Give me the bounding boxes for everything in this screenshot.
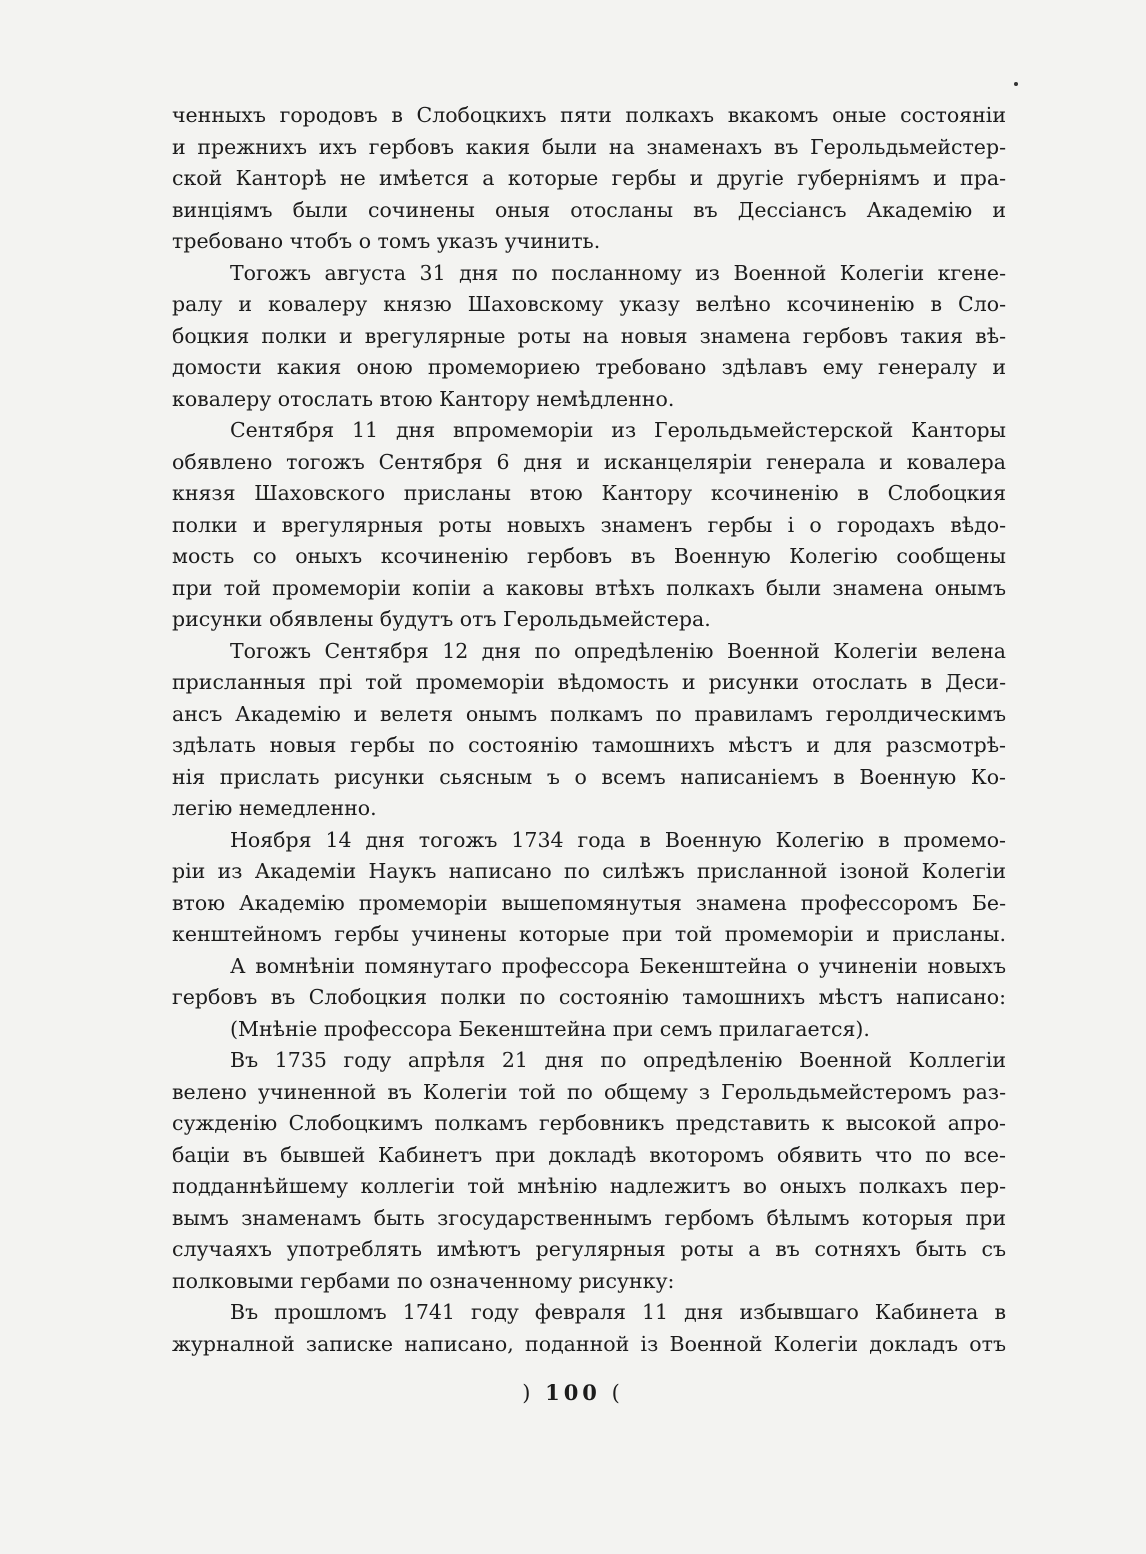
text-line: полки и врегулярныя роты новыхъ знаменъ гербы i о городахъ вѣдо-	[172, 512, 1006, 537]
text-line: Тогожъ августа 31 дня по посланному из Военной Колегiи кгене-	[230, 260, 1006, 285]
text-line: рiи из Академiи Наукъ написано по силѣжъ присланной iзоной Колегiи	[172, 859, 1006, 883]
text-line: легiю немедленно.	[172, 796, 377, 820]
text-line: журналной записке написано, поданной iз Военной Колегiи докладъ отъ	[172, 1331, 1006, 1356]
page-number-value: 100	[545, 1380, 601, 1405]
text-line: А вомнѣнiи помянутаго профессора Бекенштейна о учиненiи новыхъ	[230, 953, 1006, 978]
text-line: вымъ знаменамъ быть згосударственнымъ гербомъ бѣлымъ которыя при	[172, 1205, 1006, 1230]
text-line: обявлено тогожъ Сентября 6 дня и исканцелярiи генерала и ковалера	[172, 449, 1006, 474]
page-number-left-bracket: )	[522, 1381, 535, 1405]
text-line: и прежнихъ ихъ гербовъ какия были на знаменахъ въ Герольдьмейстер-	[172, 134, 1006, 159]
text-line: гербовъ въ Слобоцкия полки по состоянiю тамошнихъ мѣстъ написано:	[172, 985, 1006, 1009]
text-line: ской Канторѣ не имѣется а которые гербы и другiе губернiямъ и пра-	[172, 166, 1006, 190]
text-line: Тогожъ Сентября 12 дня по опредѣленiю Военной Колегiи велена	[230, 638, 1006, 663]
text-line: ралу и ковалеру князю Шаховскому указу велѣно ксочиненiю в Сло-	[172, 292, 1006, 316]
text-line: Ноября 14 дня тогожъ 1734 года в Военную Колегiю в промемо-	[230, 827, 1006, 852]
page-number	[0, 1380, 1146, 1405]
text-line: Сентября 11 дня впромеморiи из Герольдьмейстерской Канторы	[230, 418, 1006, 442]
text-line: князя Шаховского присланы втою Кантору ксочиненiю в Слобоцкия	[172, 481, 1006, 505]
body-text	[172, 100, 1006, 1360]
text-line: бацiи въ бывшей Кабинетъ при докладѣ вкоторомъ обявить что по все-	[172, 1142, 1006, 1167]
text-line: ансъ Академiю и велетя онымъ полкамъ по правиламъ геролдическимъ	[172, 701, 1006, 726]
text-line: рисунки обявлены будутъ отъ Герольдьмейстера.	[172, 607, 711, 631]
text-line: мость со оныхъ ксочиненiю гербовъ въ Военную Колегiю сообщены	[172, 544, 1006, 568]
text-line: требовано чтобъ о томъ указъ учинить.	[172, 229, 601, 253]
text-line: нiя прислать рисунки сьясным ъ о всемъ написанiемъ в Военную Ко-	[172, 764, 1006, 789]
text-line: ченныхъ городовъ в Слобоцкихъ пяти полкахъ вкакомъ оные состоянiи	[172, 103, 1006, 127]
text-line: Въ прошломъ 1741 году февраля 11 дня избывшаго Кабинета в	[230, 1300, 1006, 1324]
text-line: присланныя прi той промеморiи вѣдомость и рисунки отослать в Деси-	[172, 670, 1006, 694]
text-line: боцкия полки и врегулярные роты на новыя знамена гербовъ такия вѣ-	[172, 323, 1006, 348]
text-line: кенштейномъ гербы учинены которые при той промеморiи и присланы.	[172, 922, 1006, 946]
text-line: (Мнѣнiе профессора Бекенштейна при семъ прилагается).	[230, 1016, 870, 1041]
text-line: полковыми гербами по означенному рисунку:	[172, 1268, 675, 1293]
text-line: винцiямъ были сочинены оныя отосланы въ Дессiансъ Академiю и	[172, 197, 1006, 222]
page-number-right-bracket: (	[611, 1381, 624, 1405]
text-line: подданнѣйшему коллегiи той мнѣнiю надлежитъ во оныхъ полкахъ пер-	[172, 1174, 1006, 1198]
text-line: Въ 1735 году апрѣля 21 дня по опредѣленiю Военной Коллегiи	[230, 1048, 1006, 1072]
ink-dot	[1014, 82, 1018, 86]
text-line: велено учиненной въ Колегiи той по общему з Герольдьмейстеромъ раз-	[172, 1079, 1006, 1104]
text-line: сужденiю Слобоцкимъ полкамъ гербовникъ представить к высокой апро-	[172, 1111, 1006, 1135]
text-line: при той промеморiи копiи а каковы втѣхъ полкахъ были знамена онымъ	[172, 575, 1006, 600]
text-line: домости какия оною промемориею требовано здѣлавъ ему генералу и	[172, 355, 1006, 379]
text-line: ковалеру отослать втою Кантору немѣдленно.	[172, 386, 675, 411]
text-line: случаяхъ употреблять имѣютъ регулярныя роты а въ сотняхъ быть съ	[172, 1237, 1006, 1261]
text-line: втою Академiю промеморiи вышепомянутыя знамена профессоромъ Бе-	[172, 890, 1006, 915]
text-line: здѣлать новыя гербы по состоянiю тамошнихъ мѣстъ и для разсмотрѣ-	[172, 733, 1006, 757]
